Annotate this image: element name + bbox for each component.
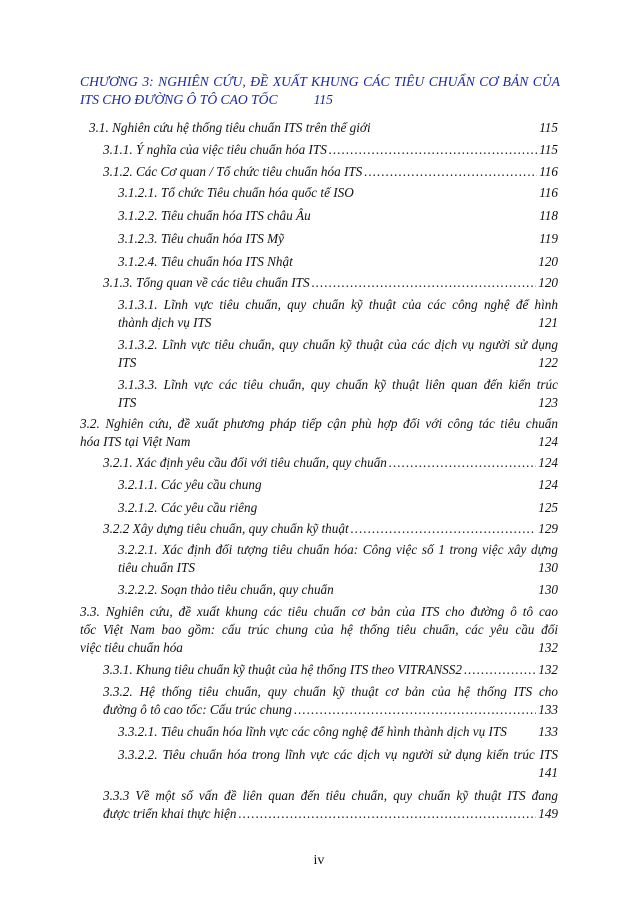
toc-entry-3-3-line2: tốc Việt Nam bao gồm: cấu trúc chung của hệ thống tiêu chuẩn, các yêu cầu đối: [80, 622, 558, 637]
toc-entry-3-1-3-2-line1: 3.1.3.2. Lĩnh vực tiêu chuẩn, quy chuẩn kỹ thuật của các dịch vụ người sử dụng: [118, 337, 558, 352]
toc-entry-3-2-2-1-line1: 3.2.2.1. Xác định đối tượng tiêu chuẩn hóa: Công việc số 1 trong việc xây dựng: [118, 542, 558, 557]
toc-entry-3-3-1: 3.3.1. Khung tiêu chuẩn kỹ thuật của hệ thống ITS theo VITRANSS2 ..... 132: [103, 661, 558, 679]
toc-entry-3-1-2-3-page: 119: [539, 231, 558, 246]
toc-entry-3-3-2-line2: đường ô tô cao tốc: Cấu trúc chung ..... 133: [103, 701, 558, 719]
toc-entry-3-3-line1: 3.3. Nghiên cứu, đề xuất khung các tiêu chuẩn cơ bản của ITS cho đường ô tô cao: [80, 604, 558, 619]
chapter-title-line2: ITS CHO ĐƯỜNG Ô TÔ CAO TỐC 115: [80, 92, 333, 107]
toc-entry-3-3-2-2-page: 141: [538, 765, 558, 780]
chapter-page: 115: [313, 92, 333, 107]
toc-entry-3-1-2-2-page: 118: [539, 208, 558, 223]
toc-entry-3-1-3-1-page: 121: [538, 315, 558, 330]
toc-entry-3-1-3-2-page: 122: [538, 355, 558, 370]
toc-entry-3-3-line3: việc tiêu chuẩn hóa: [80, 640, 183, 655]
toc-entry-3-1-2-1: 3.1.2.1. Tổ chức Tiêu chuẩn hóa quốc tế ISO: [118, 185, 354, 200]
toc-entry-3-3-3-line2: được triển khai thực hiện ..... 149: [103, 805, 558, 823]
toc-entry-3-1-page: 115: [539, 120, 558, 135]
toc-entry-3-3-3-line1: 3.3.3 Về một số vấn đề liên quan đến tiêu chuẩn, quy chuẩn kỹ thuật ITS đang: [103, 788, 558, 803]
toc-entry-3-2-1-2-page: 125: [538, 500, 558, 515]
toc-entry-3-3-2-line1: 3.3.2. Hệ thống tiêu chuẩn, quy chuẩn kỹ thuật cơ bản của hệ thống ITS cho: [103, 684, 558, 699]
toc-entry-3-3-2-1-page: 133: [538, 724, 558, 739]
toc-entry-3-1-3: 3.1.3. Tổng quan về các tiêu chuẩn ITS ..... 120: [103, 274, 558, 292]
toc-entry-3-2-1-1: 3.2.1.1. Các yêu cầu chung: [118, 477, 262, 492]
toc-entry-3-2-1: 3.2.1. Xác định yêu cầu đối với tiêu chuẩn, quy chuẩn ..... 124: [103, 454, 558, 472]
toc-entry-3-1-2-3: 3.1.2.3. Tiêu chuẩn hóa ITS Mỹ: [118, 231, 284, 246]
toc-entry-3-1-3-2-line2: ITS: [118, 355, 137, 370]
toc-entry-3-2-2-1-line2: tiêu chuẩn ITS: [118, 560, 195, 575]
toc-entry-3-2-2-2: 3.2.2.2. Soạn thảo tiêu chuẩn, quy chuẩn: [118, 582, 334, 597]
toc-entry-3-1-2-2: 3.1.2.2. Tiêu chuẩn hóa ITS châu Âu: [118, 208, 311, 223]
toc-entry-3-1-3-1-line2: thành dịch vụ ITS: [118, 315, 212, 330]
toc-entry-3-1-2-1-page: 116: [539, 185, 558, 200]
toc-entry-3-1-3-3-line2: ITS: [118, 395, 137, 410]
toc-entry-3-3-2-1: 3.3.2.1. Tiêu chuẩn hóa lĩnh vực các công nghệ để hình thành dịch vụ ITS: [118, 724, 507, 739]
toc-entry-3-1-2: 3.1.2. Các Cơ quan / Tổ chức tiêu chuẩn hóa ITS ..... 116: [103, 163, 558, 181]
toc-page: CHƯƠNG 3: NGHIÊN CỨU, ĐỀ XUẤT KHUNG CÁC TIÊU CHUẨN CƠ BẢN CỦA ITS CHO ĐƯỜNG Ô TÔ CAO TỐC 115 3.1. Nghiên cứu hệ thống tiêu chuẩn ITS trên thế giới 115 3.1.1. Ý nghĩa của việc tiêu chuẩn hóa ITS ..... 115 3.1.2. Các Cơ quan / Tổ chức tiêu chuẩn hóa ITS ..... 116 3.1.2.1. Tổ chức Tiêu chuẩn hóa quốc tế ISO 116 3.1.2.2. Tiêu chuẩn hóa ITS châu Âu 118 3.1.2.3. Tiêu chuẩn hóa ITS Mỹ 119 3.1.2.4. Tiêu chuẩn hóa ITS Nhật 120 3.1.3. Tổng quan về các tiêu chuẩn ITS ..... 120 3.1.3.1. Lĩnh vực tiêu chuẩn, quy chuẩn kỹ thuật của các công nghệ để hình thành dịch vụ ITS 121 3.1.3.2. Lĩnh vực tiêu chuẩn, quy chuẩn kỹ thuật của các dịch vụ người sử dụng ITS 122 3.1.3.3. Lĩnh vực các tiêu chuẩn, quy chuẩn kỹ thuật liên quan đến kiến trúc ITS 123 3.2. Nghiên cứu, đề xuất phương pháp tiếp cận phù hợp đối với công tác tiêu chuẩn hóa ITS tại Việt Nam 124 3.2.1. Xác định yêu cầu đối với tiêu chuẩn, quy chuẩn ..... 124 3.2.1.1. Các yêu cầu chung 124 3.2.1.2. Các yêu cầu riêng 125 3.2.2 Xây dựng tiêu chuẩn, quy chuẩn kỹ thuật ..... 129 3.2.2.1. Xác định đối tượng tiêu chuẩn hóa: Công việc số 1 trong việc xây dựng tiêu chuẩn ITS 130 3.2.2.2. Soạn thảo tiêu chuẩn, quy chuẩn 130 3.3. Nghiên cứu, đề xuất khung các tiêu chuẩn cơ bản của ITS cho đường ô tô cao tốc Việt Nam bao gồm: cấu trúc chung của hệ thống tiêu chuẩn, các yêu cầu đối việc tiêu chuẩn hóa 132 3.3.1. Khung tiêu chuẩn kỹ thuật của hệ thống ITS theo VITRANSS2 ..... 132 3.3.2. Hệ thống tiêu chuẩn, quy chuẩn kỹ thuật cơ bản của hệ thống ITS cho đường ô tô cao tốc: Cấu trúc chung ..... 133 3.3.2.1. Tiêu chuẩn hóa lĩnh vực các công nghệ để hình thành dịch vụ ITS 133 3.3.2.2. Tiêu chuẩn hóa trong lĩnh vực các dịch vụ người sử dụng kiến trúc ITS 141 3.3.3 Về một số vấn đề liên quan đến tiêu chuẩn, quy chuẩn kỹ thuật ITS đang được triển khai thực hiện ..... 149 iv: [0, 0, 638, 902]
toc-entry-3-1-2-4-page: 120: [538, 254, 558, 269]
toc-entry-3-3-page: 132: [538, 640, 558, 655]
toc-entry-3-1-1: 3.1.1. Ý nghĩa của việc tiêu chuẩn hóa ITS ..... 115: [103, 141, 558, 159]
toc-entry-3-1-3-1-line1: 3.1.3.1. Lĩnh vực tiêu chuẩn, quy chuẩn kỹ thuật của các công nghệ để hình: [118, 297, 558, 312]
page-number: iv: [313, 853, 325, 868]
toc-entry-3-2-1-2: 3.2.1.2. Các yêu cầu riêng: [118, 500, 258, 515]
toc-entry-3-2-page: 124: [538, 434, 558, 449]
toc-entry-3-2-line2: hóa ITS tại Việt Nam: [80, 434, 191, 449]
toc-entry-3-1-3-3-line1: 3.1.3.3. Lĩnh vực các tiêu chuẩn, quy chuẩn kỹ thuật liên quan đến kiến trúc: [118, 377, 558, 392]
toc-entry-3-2-2: 3.2.2 Xây dựng tiêu chuẩn, quy chuẩn kỹ thuật ..... 129: [103, 520, 558, 538]
toc-entry-3-1-2-4: 3.1.2.4. Tiêu chuẩn hóa ITS Nhật: [118, 254, 293, 269]
toc-entry-3-2-line1: 3.2. Nghiên cứu, đề xuất phương pháp tiếp cận phù hợp đối với công tác tiêu chuẩn: [80, 416, 558, 431]
toc-entry-3-2-2-1-page: 130: [538, 560, 558, 575]
toc-entry-3-1: 3.1. Nghiên cứu hệ thống tiêu chuẩn ITS trên thế giới: [89, 120, 371, 135]
toc-entry-3-2-1-1-page: 124: [538, 477, 558, 492]
toc-entry-3-3-2-2-line1: 3.3.2.2. Tiêu chuẩn hóa trong lĩnh vực các dịch vụ người sử dụng kiến trúc ITS: [118, 747, 558, 762]
toc-entry-3-2-2-2-page: 130: [538, 582, 558, 597]
toc-entry-3-1-3-3-page: 123: [538, 395, 558, 410]
